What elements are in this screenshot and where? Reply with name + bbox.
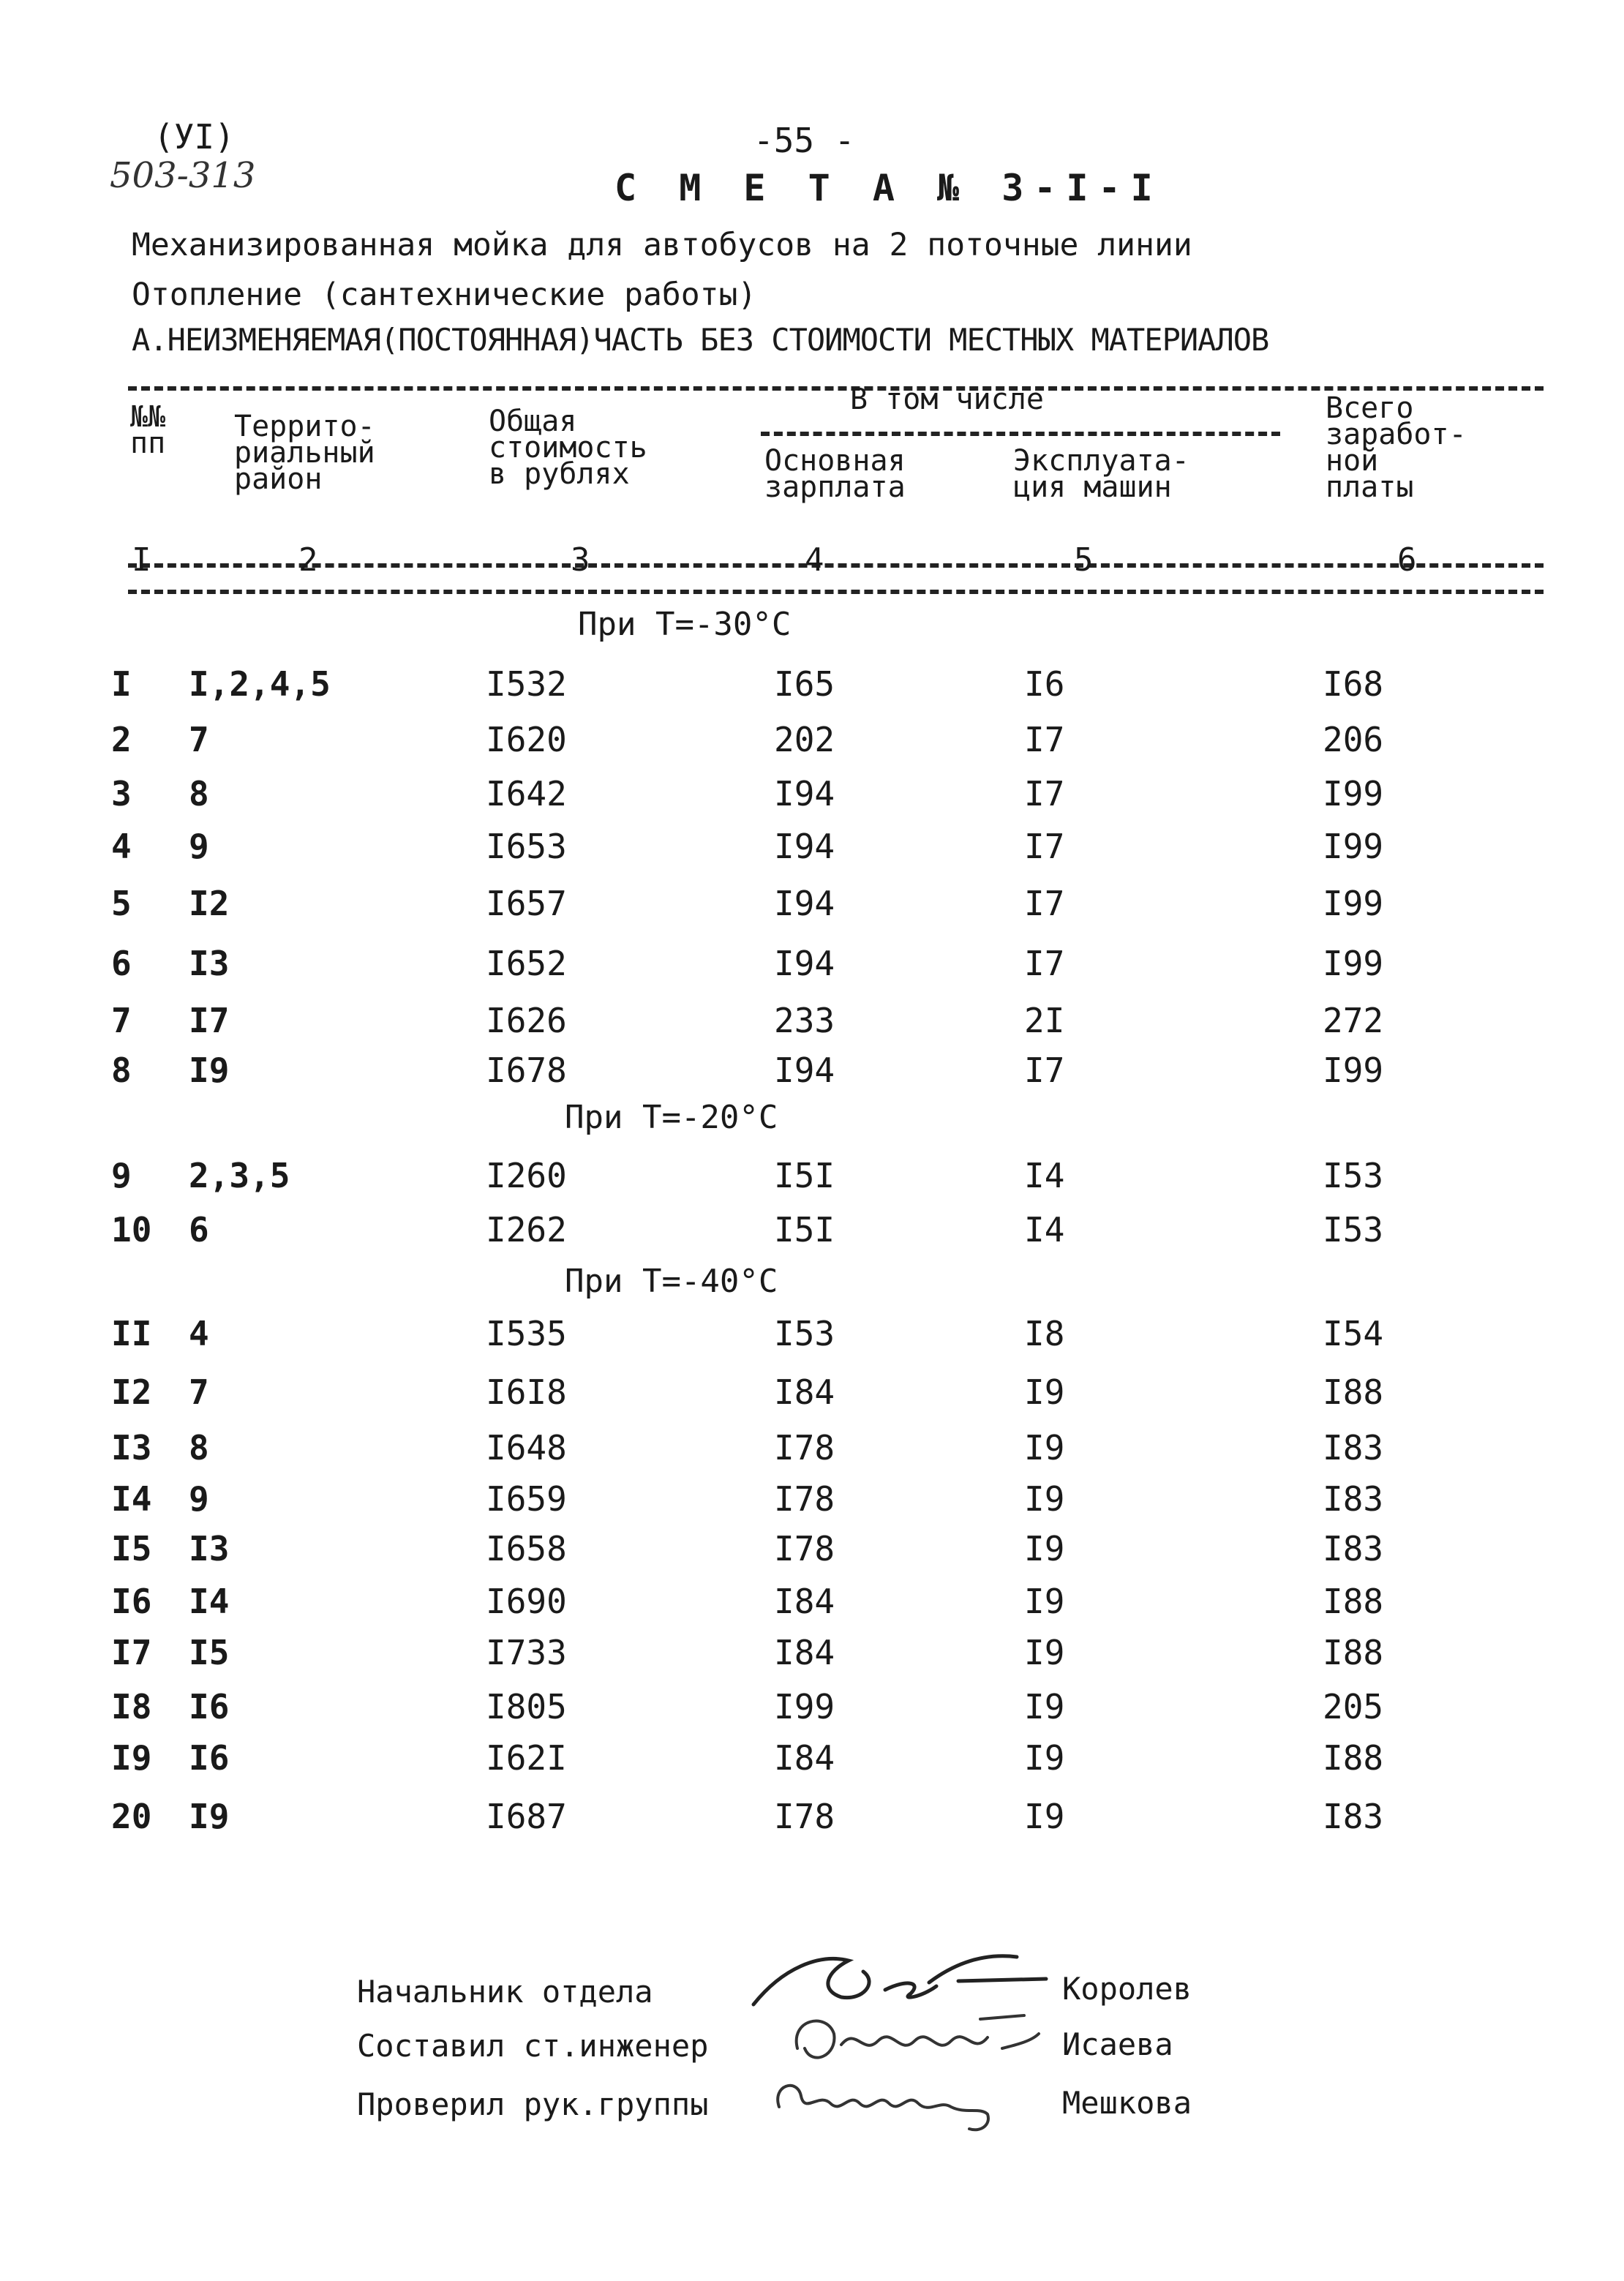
cell-total-cost: I648 [486,1428,567,1468]
cell-base-salary: I78 [774,1428,835,1468]
cell-machine-operation: I9 [1024,1738,1065,1778]
cell-base-salary: I84 [774,1738,835,1778]
cell-total-cost: I642 [486,774,567,813]
cell-total-wages: I53 [1323,1210,1384,1250]
cell-territorial-district: 7 [189,720,209,759]
cell-row-number: I5 [111,1529,152,1568]
cell-row-number: I2 [111,1372,152,1412]
cell-machine-operation: I7 [1024,1051,1065,1090]
cell-base-salary: I78 [774,1479,835,1519]
cell-territorial-district: I,2,4,5 [189,664,331,704]
cell-base-salary: I94 [774,827,835,866]
cell-total-wages: I99 [1323,774,1384,813]
cell-base-salary: I65 [774,664,835,704]
cell-base-salary: I53 [774,1314,835,1353]
signature-mark [768,2070,1017,2136]
cell-machine-operation: I7 [1024,774,1065,813]
cell-row-number: I8 [111,1687,152,1726]
cell-total-cost: I652 [486,944,567,983]
cell-machine-operation: 2I [1024,1001,1065,1040]
cell-total-cost: I658 [486,1529,567,1568]
cell-total-cost: I260 [486,1156,567,1195]
colnum-bottom-rule [128,590,1544,594]
signature-role: Составил ст.инженер [357,2028,709,2064]
cell-base-salary: 233 [774,1001,835,1040]
cell-base-salary: I84 [774,1372,835,1412]
cell-total-cost: I657 [486,884,567,923]
cell-row-number: I3 [111,1428,152,1468]
cell-machine-operation: I4 [1024,1210,1065,1250]
cell-total-cost: I690 [486,1582,567,1621]
cell-total-wages: I83 [1323,1797,1384,1836]
cell-row-number: 20 [111,1797,152,1836]
cell-row-number: 7 [111,1001,132,1040]
signature-mark [783,2004,1046,2078]
signature-name: Мешкова [1062,2085,1192,2121]
cell-territorial-district: 9 [189,827,209,866]
cell-total-wages: I83 [1323,1428,1384,1468]
cell-territorial-district: I9 [189,1051,230,1090]
cell-territorial-district: I4 [189,1582,230,1621]
section-label: При Т=-30°С [578,606,792,643]
cell-machine-operation: I9 [1024,1687,1065,1726]
cell-base-salary: I94 [774,1051,835,1090]
section-label: При Т=-40°С [565,1263,778,1300]
cell-row-number: 4 [111,827,132,866]
cell-row-number: I4 [111,1479,152,1519]
cell-total-cost: I659 [486,1479,567,1519]
cell-machine-operation: I9 [1024,1797,1065,1836]
document-title: С М Е Т А № 3-I-I [614,167,1163,209]
cell-total-cost: I620 [486,720,567,759]
cell-row-number: 9 [111,1156,132,1195]
cell-total-wages: I53 [1323,1156,1384,1195]
cell-base-salary: 202 [774,720,835,759]
cell-base-salary: I94 [774,884,835,923]
cell-machine-operation: I7 [1024,827,1065,866]
cell-territorial-district: I6 [189,1687,230,1726]
colnum-5: 5 [1074,541,1094,579]
cell-machine-operation: I9 [1024,1582,1065,1621]
cell-total-wages: 272 [1323,1001,1384,1040]
cell-row-number: I7 [111,1633,152,1672]
cell-territorial-district: I7 [189,1001,230,1040]
colnum-6: 6 [1397,541,1417,579]
cell-total-wages: I99 [1323,944,1384,983]
cell-machine-operation: I9 [1024,1428,1065,1468]
colnum-2: 2 [298,541,318,579]
cell-base-salary: I94 [774,944,835,983]
cell-territorial-district: I3 [189,1529,230,1568]
colnum-3: 3 [571,541,590,579]
subtitle-section: Отопление (сантехнические работы) [132,277,757,313]
signature-role: Проверил рук.группы [357,2086,709,2122]
section-label: При Т=-20°С [565,1099,778,1136]
page-number: -55 - [753,121,855,160]
cell-base-salary: I94 [774,774,835,813]
header-col2: Террито- риальный район [234,410,375,496]
header-col4: Основная зарплата [764,444,906,504]
cell-total-wages: I88 [1323,1372,1384,1412]
cell-territorial-district: I2 [189,884,230,923]
signature-name: Исаева [1062,2026,1173,2062]
cell-total-cost: I535 [486,1314,567,1353]
cell-row-number: I6 [111,1582,152,1621]
cell-total-cost: I687 [486,1797,567,1836]
cell-total-wages: I99 [1323,884,1384,923]
group-header-rule [761,432,1280,436]
subtitle-object: Механизированная мойка для автобусов на 2 поточные линии [132,227,1192,263]
cell-total-wages: I88 [1323,1582,1384,1621]
cell-territorial-district: 4 [189,1314,209,1353]
cell-base-salary: I78 [774,1797,835,1836]
cell-row-number: II [111,1314,152,1353]
cell-territorial-district: 6 [189,1210,209,1250]
cell-territorial-district: I3 [189,944,230,983]
cell-machine-operation: I7 [1024,944,1065,983]
cell-row-number: 5 [111,884,132,923]
cell-total-wages: I54 [1323,1314,1384,1353]
cell-machine-operation: I9 [1024,1479,1065,1519]
header-col1: №№ пп [130,400,166,460]
cell-total-wages: I99 [1323,1051,1384,1090]
cell-total-cost: I653 [486,827,567,866]
cell-row-number: 3 [111,774,132,813]
cell-total-cost: I678 [486,1051,567,1090]
signature-name: Королев [1062,1971,1192,2007]
header-col3: Общая стоимость в рублях [489,405,647,491]
cell-total-wages: 206 [1323,720,1384,759]
cell-territorial-district: I5 [189,1633,230,1672]
cell-base-salary: I84 [774,1582,835,1621]
cell-total-cost: I62I [486,1738,567,1778]
cell-territorial-district: 9 [189,1479,209,1519]
cell-total-cost: I6I8 [486,1372,567,1412]
cell-total-wages: 205 [1323,1687,1384,1726]
cell-base-salary: I5I [774,1156,835,1195]
cell-machine-operation: I9 [1024,1372,1065,1412]
cell-base-salary: I5I [774,1210,835,1250]
header-col5: Эксплуата- ция машин [1013,444,1189,504]
colnum-4: 4 [805,541,824,579]
cell-territorial-district: I6 [189,1738,230,1778]
table-top-rule [128,386,1544,391]
header-group: В том числе [850,383,1044,416]
colnum-1: I [132,541,151,579]
cell-base-salary: I99 [774,1687,835,1726]
cell-total-cost: I262 [486,1210,567,1250]
cell-territorial-district: 8 [189,774,209,813]
cell-machine-operation: I8 [1024,1314,1065,1353]
cell-territorial-district: 2,3,5 [189,1156,290,1195]
cell-row-number: 2 [111,720,132,759]
cell-territorial-district: 8 [189,1428,209,1468]
cell-machine-operation: I4 [1024,1156,1065,1195]
cell-machine-operation: I6 [1024,664,1065,704]
cell-base-salary: I78 [774,1529,835,1568]
cell-total-wages: I83 [1323,1479,1384,1519]
cell-total-cost: I626 [486,1001,567,1040]
cell-total-wages: I88 [1323,1633,1384,1672]
cell-machine-operation: I7 [1024,720,1065,759]
cell-row-number: I9 [111,1738,152,1778]
cell-total-cost: I733 [486,1633,567,1672]
header-col6: Всего заработ- ной платы [1326,391,1467,504]
cell-row-number: 6 [111,944,132,983]
cell-machine-operation: I9 [1024,1529,1065,1568]
cell-total-wages: I88 [1323,1738,1384,1778]
cell-machine-operation: I9 [1024,1633,1065,1672]
cell-total-wages: I83 [1323,1529,1384,1568]
cell-row-number: 8 [111,1051,132,1090]
cell-total-wages: I68 [1323,664,1384,704]
cell-row-number: 10 [111,1210,152,1250]
cell-total-cost: I532 [486,664,567,704]
document-ref: (УI) [154,117,235,157]
subtitle-part: А.НЕИЗМЕНЯЕМАЯ(ПОСТОЯННАЯ)ЧАСТЬ БЕЗ СТОИМОСТИ МЕСТНЫХ МАТЕРИАЛОВ [132,322,1269,358]
cell-total-cost: I805 [486,1687,567,1726]
cell-machine-operation: I7 [1024,884,1065,923]
cell-base-salary: I84 [774,1633,835,1672]
cell-territorial-district: 7 [189,1372,209,1412]
cell-total-wages: I99 [1323,827,1384,866]
signature-role: Начальник отдела [357,1974,653,2010]
cell-territorial-district: I9 [189,1797,230,1836]
cell-row-number: I [111,664,132,704]
header-bottom-rule [128,563,1544,568]
handwritten-code: 503-313 [110,155,256,196]
